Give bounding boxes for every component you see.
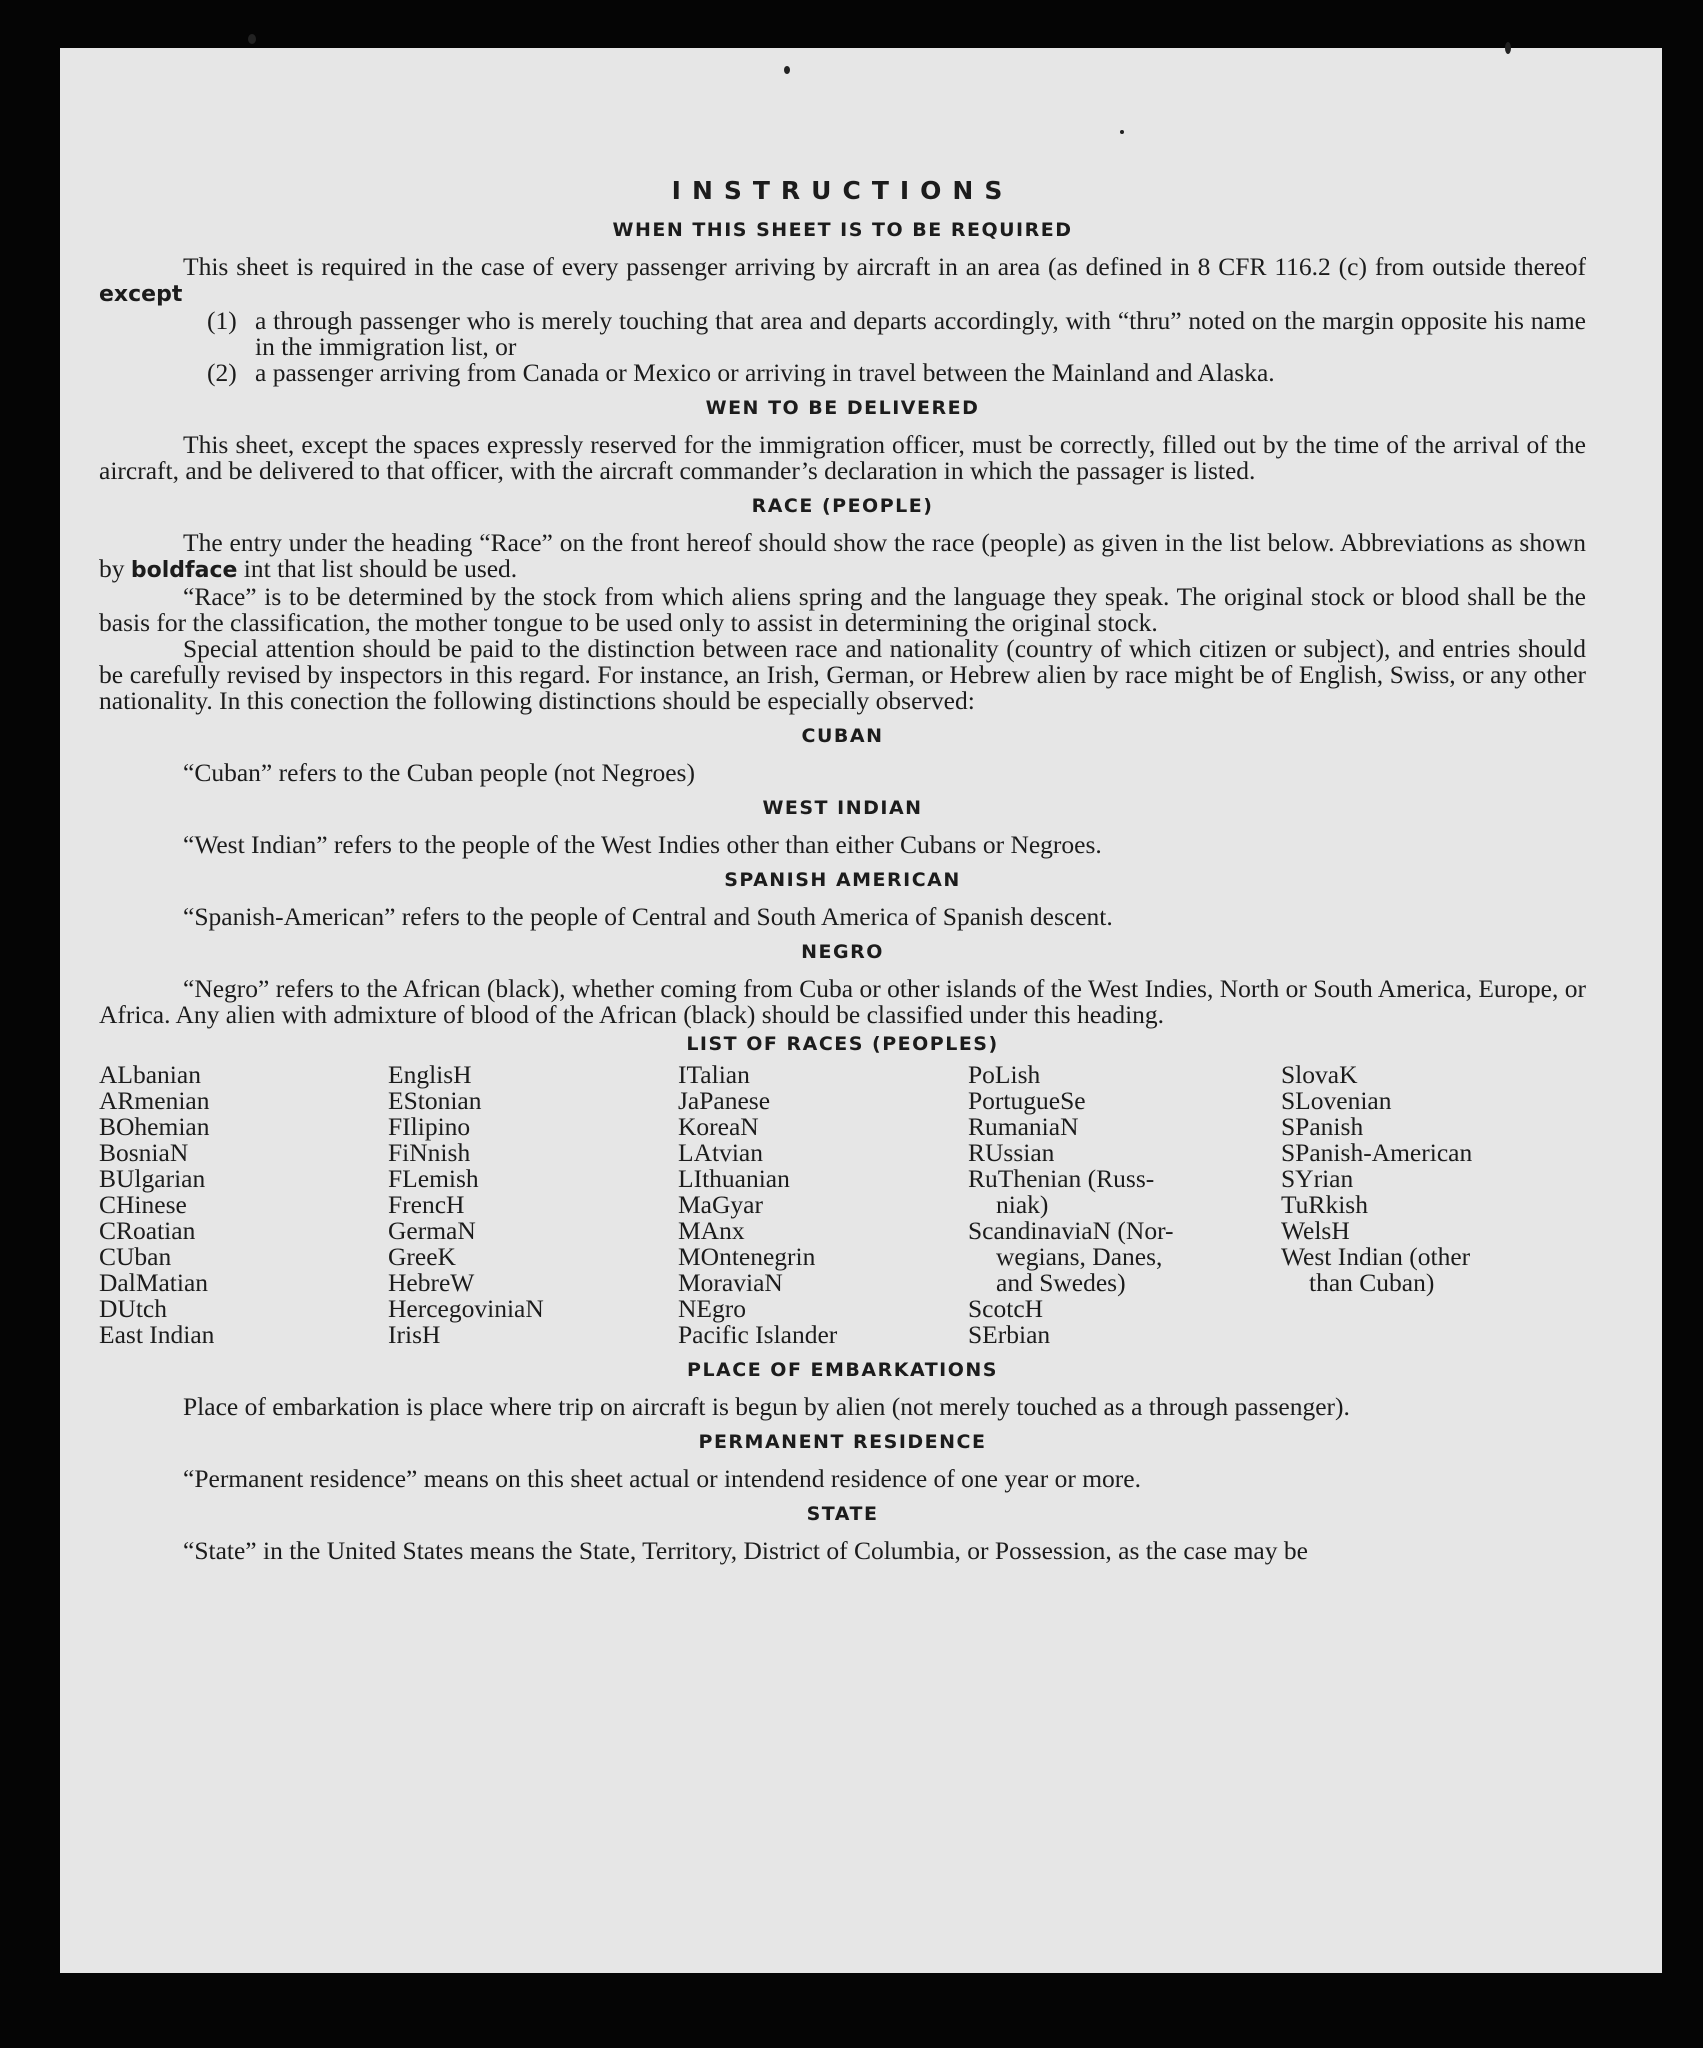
heading-list-of-races: LIST OF RACES (PEOPLES) xyxy=(686,1033,999,1055)
race-entry: DUtch xyxy=(99,1294,167,1323)
page-title: INSTRUCTIONS xyxy=(671,176,1014,205)
races-list xyxy=(99,1062,1586,1348)
race-entry: RUssian xyxy=(968,1138,1055,1167)
race-entry: and Swedes) xyxy=(996,1268,1126,1297)
heading-state: STATE xyxy=(806,1503,879,1525)
race-entry: FrencH xyxy=(388,1190,465,1219)
race-entry: FLemish xyxy=(388,1164,479,1193)
race-entry: ScotcH xyxy=(968,1294,1044,1323)
race-entry: MOntenegrin xyxy=(678,1242,816,1271)
delivered-text: This sheet, except the spaces expressly reserved for the immigration officer, must be correctly, filled out by the time of the arrival of the aircraft, and be delivered to that officer, with the aircraft commander’s declaration in which the passager is listed. xyxy=(99,430,1586,485)
heading-race: RACE (PEOPLE) xyxy=(751,495,934,517)
race-entry: SErbian xyxy=(968,1320,1051,1349)
race-entry: PoLish xyxy=(968,1060,1041,1089)
race-entry: PortugueSe xyxy=(968,1086,1086,1115)
required-intro: This sheet is required in the case of every passenger arriving by aircraft in an area (as defined in 8 CFR 116.2 (c) from outside thereof except xyxy=(99,252,1586,307)
document-sheet xyxy=(60,48,1662,1973)
race-entry: MoraviaN xyxy=(678,1268,783,1297)
race-entry: MaGyar xyxy=(678,1190,763,1219)
race-entry: CRoatian xyxy=(99,1216,196,1245)
instructions-content xyxy=(99,178,1586,1564)
race-entry: SLovenian xyxy=(1281,1086,1392,1115)
negro-text: “Negro” refers to the African (black), whether coming from Cuba or other islands of the West Indies, North or South America, Europe, or Africa. Any alien with admixture of blood of the African (black) should be classified under this heading. xyxy=(99,974,1586,1029)
race-entry: RuThenian (Russ- xyxy=(968,1164,1155,1193)
race-paragraph-3: Special attention should be paid to the distinction between race and nationality (country of which citizen or subject), and entries should be carefully revised by inspectors in this regard. For instance, an Irish, German, or Hebrew alien by race might be of English, Swiss, or any other nationality. In this conection the following distinctions should be especially observed: xyxy=(99,634,1586,715)
race-entry: GreeK xyxy=(388,1242,456,1271)
race-entry: West Indian (other xyxy=(1281,1242,1471,1271)
race-entry: BUlgarian xyxy=(99,1164,206,1193)
races-column-1 xyxy=(99,1062,388,1348)
heading-spanish-american: SPANISH AMERICAN xyxy=(724,869,961,891)
race-entry: SYrian xyxy=(1281,1164,1354,1193)
race-entry: ITalian xyxy=(678,1060,750,1089)
race-entry: FIlipino xyxy=(388,1112,471,1141)
heading-permanent-residence: PERMANENT RESIDENCE xyxy=(698,1431,987,1453)
races-column-4 xyxy=(968,1062,1281,1348)
race-entry: RumaniaN xyxy=(968,1112,1079,1141)
race-entry: EnglisH xyxy=(388,1060,472,1089)
spanish-american-text: “Spanish-American” refers to the people of Central and South America of Spanish descent. xyxy=(183,902,1113,931)
races-column-2 xyxy=(388,1062,678,1348)
state-text: “State” in the United States means the State, Territory, District of Columbia, or Possession, as the case may be xyxy=(183,1536,1308,1565)
races-column-3 xyxy=(678,1062,968,1348)
race-paragraph-1: The entry under the heading “Race” on the front hereof should show the race (people) as given in the list below. Abbreviations as shown by boldface int that list should be used. xyxy=(99,528,1586,583)
race-entry: LIthuanian xyxy=(678,1164,790,1193)
heading-west-indian: WEST INDIAN xyxy=(762,797,923,819)
race-entry: DalMatian xyxy=(99,1268,209,1297)
race-entry: SlovaK xyxy=(1281,1060,1358,1089)
race-entry: FiNnish xyxy=(388,1138,471,1167)
race-entry: ARmenian xyxy=(99,1086,210,1115)
race-entry: TuRkish xyxy=(1281,1190,1368,1219)
race-entry: ScandinaviaN (Nor- xyxy=(968,1216,1174,1245)
required-item-1: (1) a through passenger who is merely touching that area and departs accordingly, with “thru” noted on the margin opposite his name in the immigration list, or xyxy=(207,306,1586,361)
speck xyxy=(1505,42,1511,54)
race-entry: CUban xyxy=(99,1242,172,1271)
race-entry: HercegoviniaN xyxy=(388,1294,544,1323)
race-entry: SPanish-American xyxy=(1281,1138,1473,1167)
west-indian-text: “West Indian” refers to the people of the West Indies other than either Cubans or Negroes. xyxy=(183,830,1102,859)
embarkation-text: Place of embarkation is place where trip on aircraft is begun by alien (not merely touched as a through passenger). xyxy=(183,1392,1350,1421)
residence-text: “Permanent residence” means on this sheet actual or intendend residence of one year or more. xyxy=(183,1464,1141,1493)
heading-cuban: CUBAN xyxy=(801,725,884,747)
race-entry: ALbanian xyxy=(99,1060,201,1089)
speck xyxy=(784,66,790,74)
race-entry: than Cuban) xyxy=(1309,1268,1435,1297)
heading-embarkation: PLACE OF EMBARKATIONS xyxy=(687,1359,998,1381)
speck xyxy=(248,34,256,44)
race-entry: NEgro xyxy=(678,1294,746,1323)
races-column-5 xyxy=(1281,1062,1586,1348)
race-entry: East Indian xyxy=(99,1320,215,1349)
race-entry: WelsH xyxy=(1281,1216,1350,1245)
cuban-text: “Cuban” refers to the Cuban people (not Negroes) xyxy=(183,758,695,787)
race-entry: KoreaN xyxy=(678,1112,759,1141)
race-entry: CHinese xyxy=(99,1190,187,1219)
race-entry: BOhemian xyxy=(99,1112,210,1141)
race-entry: LAtvian xyxy=(678,1138,763,1167)
heading-required: WHEN THIS SHEET IS TO BE REQUIRED xyxy=(612,219,1073,241)
race-entry: IrisH xyxy=(388,1320,441,1349)
race-entry: wegians, Danes, xyxy=(996,1242,1163,1271)
required-item-2: (2) a passenger arriving from Canada or Mexico or arriving in travel between the Mainland and Alaska. xyxy=(207,358,1275,387)
speck xyxy=(1120,130,1124,134)
race-entry: GermaN xyxy=(388,1216,476,1245)
heading-delivered: WEN TO BE DELIVERED xyxy=(705,397,980,419)
race-entry: BosniaN xyxy=(99,1138,189,1167)
heading-negro: NEGRO xyxy=(801,941,884,963)
race-entry: niak) xyxy=(996,1190,1049,1219)
race-entry: HebreW xyxy=(388,1268,475,1297)
race-entry: Pacific Islander xyxy=(678,1320,838,1349)
race-entry: EStonian xyxy=(388,1086,482,1115)
race-entry: MAnx xyxy=(678,1216,745,1245)
race-entry: SPanish xyxy=(1281,1112,1364,1141)
race-paragraph-2: “Race” is to be determined by the stock from which aliens spring and the language they speak. The original stock or blood shall be the basis for the classification, the mother tongue to be used only to assist in determining the original stock. xyxy=(99,582,1586,637)
race-entry: JaPanese xyxy=(678,1086,771,1115)
